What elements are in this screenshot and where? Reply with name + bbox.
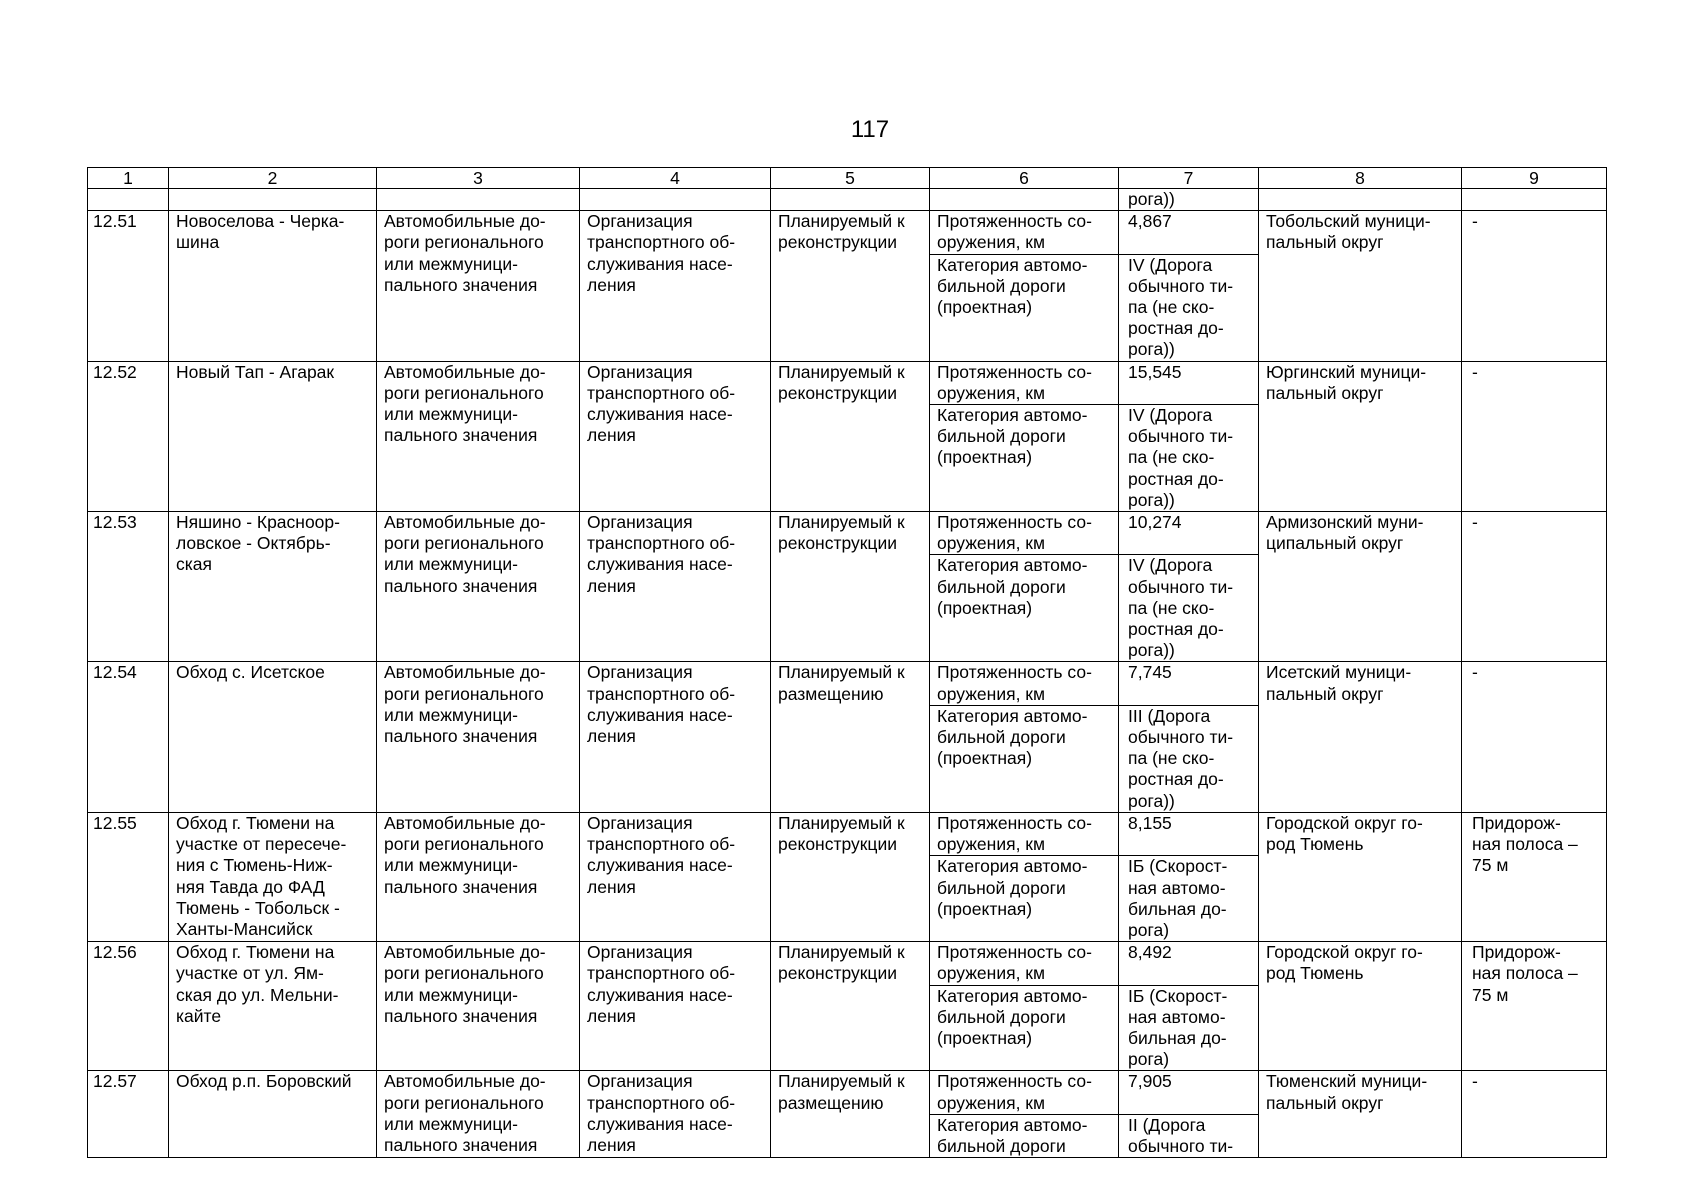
- object-purpose-cell: Организация транспортного об- служивания насе- ления: [580, 812, 771, 941]
- object-purpose-cell: Организация транспортного об- служивания насе- ления: [580, 512, 771, 662]
- object-purpose-cell: Организация транспортного об- служивания насе- ления: [580, 942, 771, 1071]
- object-status-cell: Планируемый к реконструкции: [771, 812, 930, 941]
- characteristic-value-cell: 4,867: [1119, 211, 1259, 254]
- table-row: [88, 662, 1607, 705]
- characteristic-value-cell: IV (Дорога обычного ти- па (не ско- ростная до- рога)): [1119, 254, 1259, 361]
- column-number: 9: [1462, 168, 1607, 189]
- characteristic-value-cell: II (Дорога обычного ти-: [1119, 1114, 1259, 1157]
- location-cell: Исетский муници- пальный округ: [1259, 662, 1462, 812]
- location-cell: Тюменский муници- пальный округ: [1259, 1071, 1462, 1158]
- continuation-cell: [88, 189, 169, 211]
- object-status-cell: Планируемый к реконструкции: [771, 211, 930, 361]
- object-purpose-cell: Организация транспортного об- служивания насе- ления: [580, 1071, 771, 1158]
- object-status-cell: Планируемый к размещению: [771, 1071, 930, 1158]
- object-number-cell: 12.57: [88, 1071, 169, 1158]
- objects-table: [87, 167, 1607, 1158]
- table-row: [88, 211, 1607, 254]
- object-type-cell: Автомобильные до- роги регионального или межмуници- пального значения: [377, 942, 580, 1071]
- characteristic-name-cell: Протяженность со- оружения, км: [930, 361, 1119, 404]
- object-name-cell: Новый Тап - Агарак: [169, 361, 377, 511]
- characteristic-value-cell: 7,745: [1119, 662, 1259, 705]
- continuation-cell: [580, 189, 771, 211]
- object-status-cell: Планируемый к реконструкции: [771, 942, 930, 1071]
- location-cell: Юргинский муници- пальный округ: [1259, 361, 1462, 511]
- object-status-cell: Планируемый к реконструкции: [771, 361, 930, 511]
- object-number-cell: 12.55: [88, 812, 169, 941]
- object-status-cell: Планируемый к реконструкции: [771, 512, 930, 662]
- object-type-cell: Автомобильные до- роги регионального или межмуници- пального значения: [377, 662, 580, 812]
- table-row: [88, 812, 1607, 855]
- characteristic-name-cell: Протяженность со- оружения, км: [930, 211, 1119, 254]
- object-name-cell: Обход р.п. Боровский: [169, 1071, 377, 1158]
- zone-cell: -: [1462, 512, 1607, 662]
- zone-cell: -: [1462, 211, 1607, 361]
- location-cell: Тобольский муници- пальный округ: [1259, 211, 1462, 361]
- characteristic-name-cell: Категория автомо- бильной дороги (проектная): [930, 405, 1119, 512]
- characteristic-name-cell: Категория автомо- бильной дороги (проектная): [930, 705, 1119, 812]
- column-number-row: [88, 168, 1607, 189]
- object-number-cell: 12.52: [88, 361, 169, 511]
- column-number: 8: [1259, 168, 1462, 189]
- page-number: 117: [850, 116, 890, 143]
- location-cell: Армизонский муни- ципальный округ: [1259, 512, 1462, 662]
- location-cell: Городской округ го- род Тюмень: [1259, 812, 1462, 941]
- object-name-cell: Обход с. Исетское: [169, 662, 377, 812]
- zone-cell: Придорож- ная полоса – 75 м: [1462, 942, 1607, 1071]
- characteristic-value-cell: 7,905: [1119, 1071, 1259, 1114]
- column-number: 3: [377, 168, 580, 189]
- object-number-cell: 12.51: [88, 211, 169, 361]
- column-number: 6: [930, 168, 1119, 189]
- continuation-cell: рога)): [1119, 189, 1259, 211]
- table-row: [88, 361, 1607, 404]
- characteristic-value-cell: IБ (Скорост- ная автомо- бильная до- рога): [1119, 856, 1259, 942]
- characteristic-value-cell: IV (Дорога обычного ти- па (не ско- ростная до- рога)): [1119, 555, 1259, 662]
- characteristic-name-cell: Протяженность со- оружения, км: [930, 1071, 1119, 1114]
- object-number-cell: 12.54: [88, 662, 169, 812]
- continuation-cell: [771, 189, 930, 211]
- continuation-cell: [377, 189, 580, 211]
- object-purpose-cell: Организация транспортного об- служивания насе- ления: [580, 662, 771, 812]
- zone-cell: -: [1462, 662, 1607, 812]
- characteristic-name-cell: Протяженность со- оружения, км: [930, 812, 1119, 855]
- characteristic-value-cell: 10,274: [1119, 512, 1259, 555]
- continuation-cell: [930, 189, 1119, 211]
- characteristic-name-cell: Протяженность со- оружения, км: [930, 662, 1119, 705]
- characteristic-name-cell: Протяженность со- оружения, км: [930, 942, 1119, 985]
- column-number: 7: [1119, 168, 1259, 189]
- characteristic-name-cell: Категория автомо- бильной дороги (проектная): [930, 555, 1119, 662]
- zone-cell: -: [1462, 1071, 1607, 1158]
- column-number: 2: [169, 168, 377, 189]
- characteristic-value-cell: 15,545: [1119, 361, 1259, 404]
- object-type-cell: Автомобильные до- роги регионального или межмуници- пального значения: [377, 361, 580, 511]
- object-number-cell: 12.56: [88, 942, 169, 1071]
- zone-cell: Придорож- ная полоса – 75 м: [1462, 812, 1607, 941]
- characteristic-value-cell: IБ (Скорост- ная автомо- бильная до- рога): [1119, 985, 1259, 1071]
- continuation-cell: [1462, 189, 1607, 211]
- characteristic-value-cell: IV (Дорога обычного ти- па (не ско- ростная до- рога)): [1119, 405, 1259, 512]
- object-purpose-cell: Организация транспортного об- служивания насе- ления: [580, 361, 771, 511]
- object-status-cell: Планируемый к размещению: [771, 662, 930, 812]
- characteristic-name-cell: Категория автомо- бильной дороги (проектная): [930, 985, 1119, 1071]
- location-cell: Городской округ го- род Тюмень: [1259, 942, 1462, 1071]
- object-name-cell: Новоселова - Черка- шина: [169, 211, 377, 361]
- characteristic-name-cell: Категория автомо- бильной дороги (проектная): [930, 856, 1119, 942]
- object-type-cell: Автомобильные до- роги регионального или межмуници- пального значения: [377, 512, 580, 662]
- table-row: [88, 942, 1607, 985]
- column-number: 5: [771, 168, 930, 189]
- object-type-cell: Автомобильные до- роги регионального или межмуници- пального значения: [377, 812, 580, 941]
- column-number: 1: [88, 168, 169, 189]
- continuation-row: [88, 189, 1607, 211]
- characteristic-name-cell: Категория автомо- бильной дороги (проектная): [930, 254, 1119, 361]
- characteristic-name-cell: Категория автомо- бильной дороги: [930, 1114, 1119, 1157]
- table-body: [88, 168, 1607, 1158]
- characteristic-name-cell: Протяженность со- оружения, км: [930, 512, 1119, 555]
- characteristic-value-cell: 8,155: [1119, 812, 1259, 855]
- object-number-cell: 12.53: [88, 512, 169, 662]
- table-row: [88, 1071, 1607, 1114]
- zone-cell: -: [1462, 361, 1607, 511]
- characteristic-value-cell: 8,492: [1119, 942, 1259, 985]
- object-name-cell: Обход г. Тюмени на участке от ул. Ям- ская до ул. Мельни- кайте: [169, 942, 377, 1071]
- object-name-cell: Няшино - Красноор- ловское - Октябрь- ская: [169, 512, 377, 662]
- continuation-cell: [1259, 189, 1462, 211]
- column-number: 4: [580, 168, 771, 189]
- continuation-cell: [169, 189, 377, 211]
- object-name-cell: Обход г. Тюмени на участке от пересече- ния с Тюмень-Ниж- няя Тавда до ФАД Тюмень - Тобольск - Ханты-Мансийск: [169, 812, 377, 941]
- object-purpose-cell: Организация транспортного об- служивания насе- ления: [580, 211, 771, 361]
- object-type-cell: Автомобильные до- роги регионального или межмуници- пального значения: [377, 1071, 580, 1158]
- object-type-cell: Автомобильные до- роги регионального или межмуници- пального значения: [377, 211, 580, 361]
- table-row: [88, 512, 1607, 555]
- characteristic-value-cell: III (Дорога обычного ти- па (не ско- ростная до- рога)): [1119, 705, 1259, 812]
